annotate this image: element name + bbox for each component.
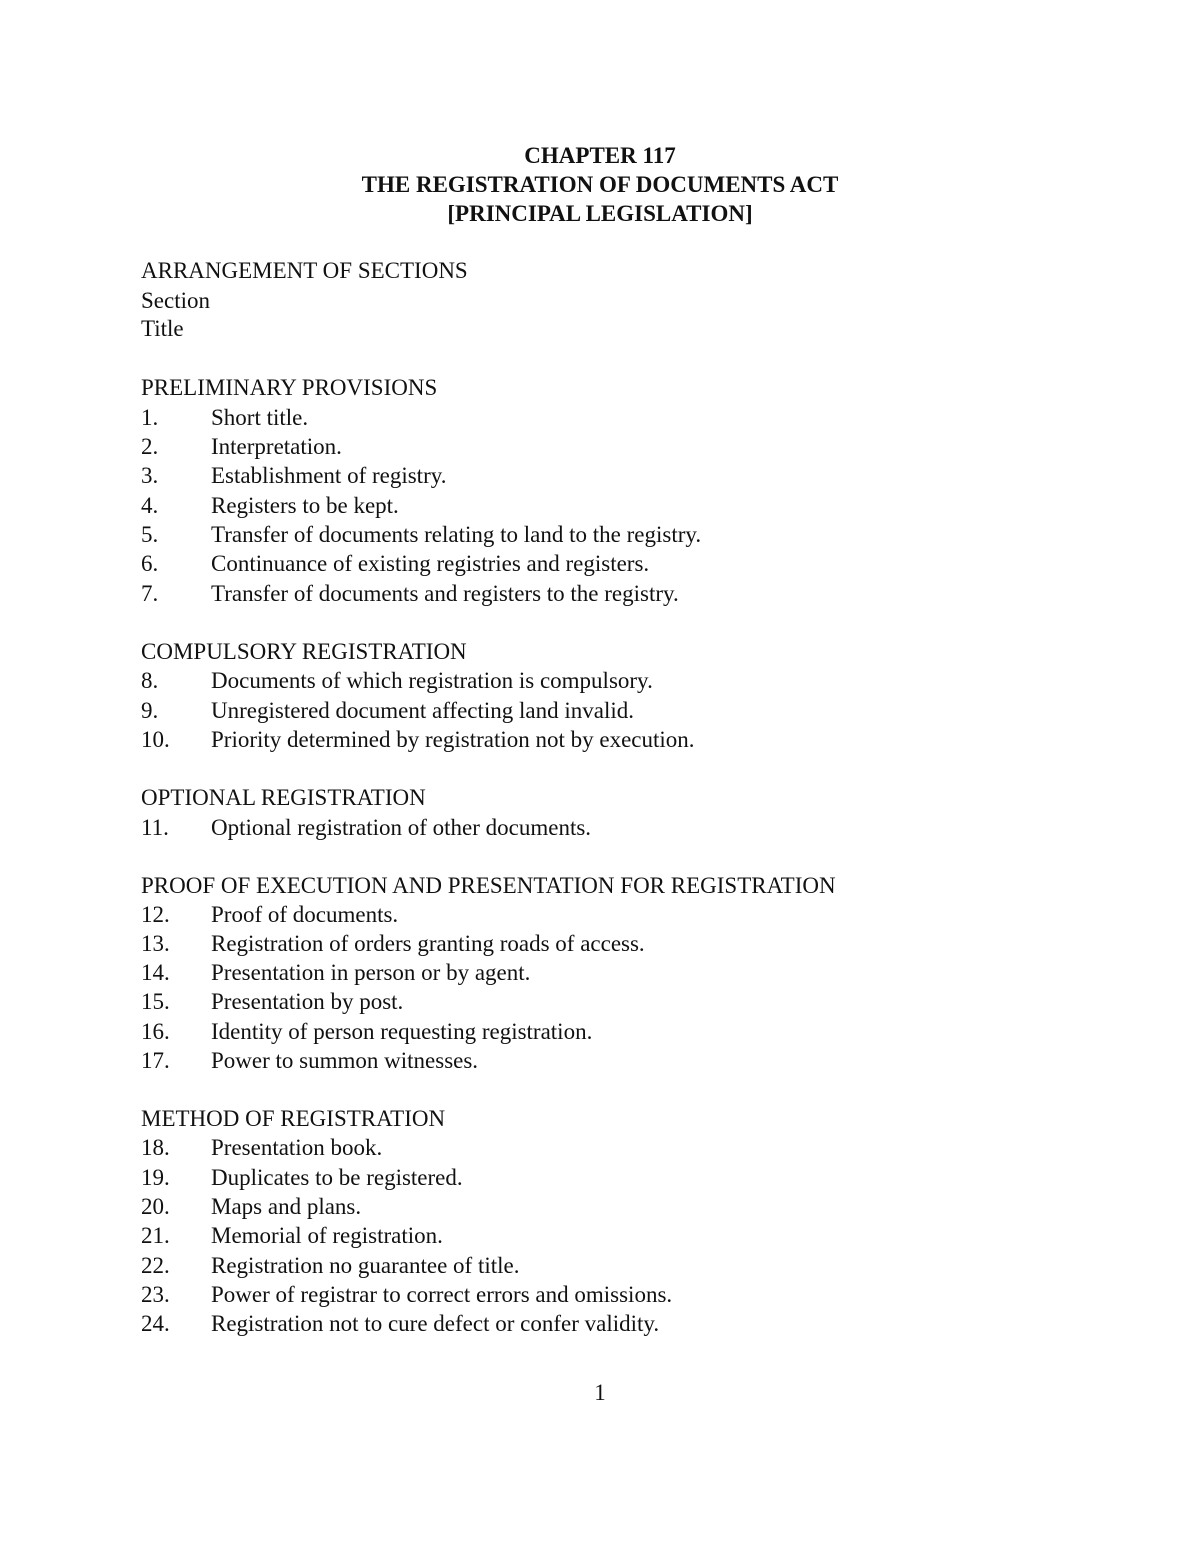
section-number: 7. (141, 581, 159, 606)
title-column-label: Title (141, 316, 184, 341)
group-heading-compulsory: COMPULSORY REGISTRATION (141, 639, 467, 664)
section-title: Optional registration of other documents. (211, 815, 592, 840)
section-title: Proof of documents. (211, 902, 399, 927)
section-number: 19. (141, 1165, 170, 1190)
group-heading-preliminary: PRELIMINARY PROVISIONS (141, 375, 438, 400)
section-title: Short title. (211, 405, 309, 430)
section-number: 4. (141, 493, 159, 518)
section-column-label: Section (141, 288, 210, 313)
toc-entry[interactable] (141, 1251, 520, 1280)
toc-entry[interactable] (141, 1280, 672, 1309)
section-title: Establishment of registry. (211, 463, 447, 488)
toc-entry[interactable] (141, 900, 398, 929)
toc-entry[interactable] (141, 958, 530, 987)
toc-entry[interactable] (141, 1017, 592, 1046)
group-heading-optional: OPTIONAL REGISTRATION (141, 785, 426, 810)
page-number: 1 (594, 1380, 606, 1405)
act-title: THE REGISTRATION OF DOCUMENTS ACT (361, 172, 839, 197)
section-number: 9. (141, 698, 159, 723)
section-title: Registration not to cure defect or confer validity. (211, 1311, 660, 1336)
arrangement-heading: ARRANGEMENT OF SECTIONS (141, 258, 468, 283)
section-title: Priority determined by registration not by execution. (211, 727, 695, 752)
toc-entry[interactable] (141, 1046, 478, 1075)
section-number: 24. (141, 1311, 170, 1336)
section-title: Power to summon witnesses. (211, 1048, 479, 1073)
group-heading-proof-of-execution: PROOF OF EXECUTION AND PRESENTATION FOR REGISTRATION (141, 873, 836, 898)
toc-entry[interactable] (141, 403, 308, 432)
section-title: Presentation by post. (211, 989, 404, 1014)
section-title: Registration of orders granting roads of access. (211, 931, 645, 956)
toc-entry[interactable] (141, 1133, 382, 1162)
toc-entry[interactable] (141, 813, 591, 842)
toc-entry[interactable] (141, 666, 653, 695)
section-title: Continuance of existing registries and registers. (211, 551, 650, 576)
section-title: Registers to be kept. (211, 493, 399, 518)
section-number: 22. (141, 1253, 170, 1278)
group-heading-method: METHOD OF REGISTRATION (141, 1106, 446, 1131)
legislation-type: [PRINCIPAL LEGISLATION] (447, 201, 753, 226)
section-number: 13. (141, 931, 170, 956)
section-number: 21. (141, 1223, 170, 1248)
section-title: Transfer of documents relating to land to the registry. (211, 522, 702, 547)
section-number: 20. (141, 1194, 170, 1219)
section-title: Unregistered document affecting land invalid. (211, 698, 635, 723)
section-number: 5. (141, 522, 159, 547)
toc-entry[interactable] (141, 725, 695, 754)
toc-entry[interactable] (141, 696, 634, 725)
section-title: Memorial of registration. (211, 1223, 443, 1248)
toc-entry[interactable] (141, 520, 701, 549)
section-number: 2. (141, 434, 159, 459)
section-title: Maps and plans. (211, 1194, 362, 1219)
toc-entry[interactable] (141, 987, 403, 1016)
section-title: Presentation book. (211, 1135, 383, 1160)
section-title: Power of registrar to correct errors and omissions. (211, 1282, 673, 1307)
section-title: Identity of person requesting registration. (211, 1019, 593, 1044)
toc-entry[interactable] (141, 491, 399, 520)
section-title: Documents of which registration is compulsory. (211, 668, 653, 693)
section-title: Transfer of documents and registers to the registry. (211, 581, 679, 606)
chapter-heading: CHAPTER 117 (524, 143, 676, 168)
toc-entry[interactable] (141, 1192, 361, 1221)
section-number: 14. (141, 960, 170, 985)
section-number: 3. (141, 463, 159, 488)
toc-entry[interactable] (141, 929, 645, 958)
toc-entry[interactable] (141, 1221, 443, 1250)
section-title: Duplicates to be registered. (211, 1165, 463, 1190)
toc-entry[interactable] (141, 1309, 659, 1338)
section-number: 8. (141, 668, 159, 693)
section-title: Interpretation. (211, 434, 342, 459)
section-number: 15. (141, 989, 170, 1014)
section-number: 18. (141, 1135, 170, 1160)
section-number: 17. (141, 1048, 170, 1073)
toc-entry[interactable] (141, 579, 679, 608)
toc-entry[interactable] (141, 461, 447, 490)
section-number: 10. (141, 727, 170, 752)
section-title: Registration no guarantee of title. (211, 1253, 520, 1278)
section-number: 23. (141, 1282, 170, 1307)
toc-entry[interactable] (141, 432, 342, 461)
toc-entry[interactable] (141, 1163, 463, 1192)
section-number: 16. (141, 1019, 170, 1044)
section-number: 12. (141, 902, 170, 927)
section-number: 6. (141, 551, 159, 576)
toc-entry[interactable] (141, 549, 649, 578)
section-number: 11. (141, 815, 169, 840)
section-number: 1. (141, 405, 159, 430)
section-title: Presentation in person or by agent. (211, 960, 531, 985)
